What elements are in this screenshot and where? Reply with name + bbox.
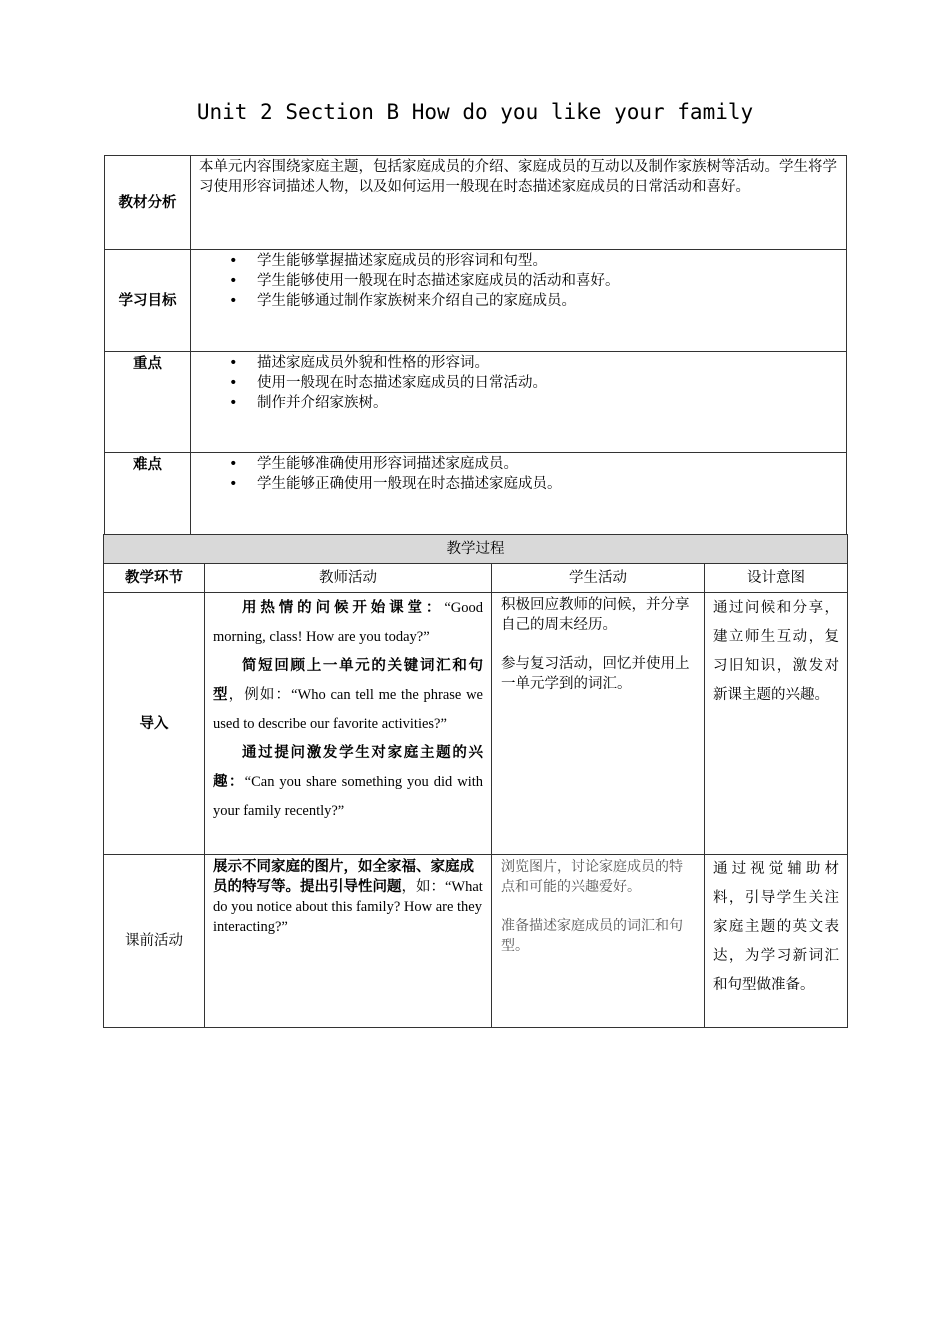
pre-stage: 课前活动 (104, 855, 205, 1028)
col-teacher: 教师活动 (205, 564, 492, 593)
teacher-point-text: “Good morning, class! How are you today?” (213, 600, 483, 645)
page-title: Unit 2 Section B How do you like your family (196, 100, 754, 124)
goal-item: • 学生能够通过制作家族树来介绍自己的家庭成员。 (191, 291, 846, 311)
key-point-item: • 描述家庭成员外貌和性格的形容词。 (191, 353, 846, 373)
process-header-row (104, 535, 848, 564)
pre-class-row (104, 855, 848, 1028)
intro-student (492, 593, 705, 855)
key-point-item: • 使用一般现在时态描述家庭成员的日常活动。 (191, 373, 846, 393)
difficulty-item: • 学生能够准确使用形容词描述家庭成员。 (191, 454, 846, 474)
intro-teacher (205, 593, 492, 855)
col-stage: 教学环节 (104, 564, 205, 593)
key-points-label: 重点 (105, 352, 191, 453)
intro-row (104, 593, 848, 855)
goals-label: 学习目标 (105, 250, 191, 352)
key-point-item: • 制作并介绍家族树。 (191, 393, 846, 413)
col-student: 学生活动 (492, 564, 705, 593)
difficulties-label: 难点 (105, 453, 191, 535)
student-activity: 准备描述家庭成员的词汇和句型。 (501, 918, 683, 954)
material-text: 本单元内容围绕家庭主题，包括家庭成员的介绍、家庭成员的互动以及制作家族树等活动。学生将学习使用形容词描述人物，以及如何运用一般现在时态描述家庭成员的日常活动和喜好。 (191, 156, 847, 250)
student-activity: 浏览图片，讨论家庭成员的特点和可能的兴趣爱好。 (501, 859, 683, 895)
student-activity: 积极回应教师的问候，并分享自己的周末经历。 (501, 597, 690, 633)
process-header: 教学过程 (104, 535, 848, 564)
key-points-row (105, 352, 847, 453)
key-points-list (191, 353, 846, 413)
col-design: 设计意图 (705, 564, 848, 593)
goal-item: • 学生能够掌握描述家庭成员的形容词和句型。 (191, 251, 846, 271)
difficulties-row (105, 453, 847, 535)
process-table (103, 534, 848, 1028)
teacher-point-bold: 用热情的问候开始课堂： (242, 600, 445, 616)
goals-row (105, 250, 847, 352)
material-label: 教材分析 (105, 156, 191, 250)
goal-item: • 学生能够使用一般现在时态描述家庭成员的活动和喜好。 (191, 271, 846, 291)
column-header-row (104, 564, 848, 593)
pre-teacher (205, 855, 492, 1028)
pre-design: 通过视觉辅助材料，引导学生关注家庭主题的英文表达，为学习新词汇和句型做准备。 (705, 855, 848, 1028)
goals-list (191, 251, 846, 311)
pre-teacher-bold: 展示不同家庭的图片，如全家福、家庭成员的特写等。提出引导性问题 (213, 859, 474, 895)
pre-student (492, 855, 705, 1028)
teacher-point-bold: 通过提问激发学生对家庭主题的兴趣： (213, 745, 483, 790)
intro-stage: 导入 (104, 593, 205, 855)
overview-table (104, 155, 847, 535)
teacher-point-text: “Can you share something you did with your family recently?” (213, 774, 484, 819)
pre-teacher-text: ，如：“What do you notice about this family? How are they interacting?” (213, 879, 483, 935)
teacher-point-bold: 简短回顾上一单元的关键词汇和句型 (213, 658, 483, 703)
difficulties-list (191, 454, 846, 494)
material-row (105, 156, 847, 250)
student-activity: 参与复习活动，回忆并使用上一单元学到的词汇。 (501, 656, 690, 692)
intro-design: 通过问候和分享，建立师生互动，复习旧知识，激发对新课主题的兴趣。 (705, 593, 848, 855)
teacher-point-text: ，例如：“Who can tell me the phrase we used to describe our favorite activities?” (213, 687, 483, 732)
difficulty-item: • 学生能够正确使用一般现在时态描述家庭成员。 (191, 474, 846, 494)
